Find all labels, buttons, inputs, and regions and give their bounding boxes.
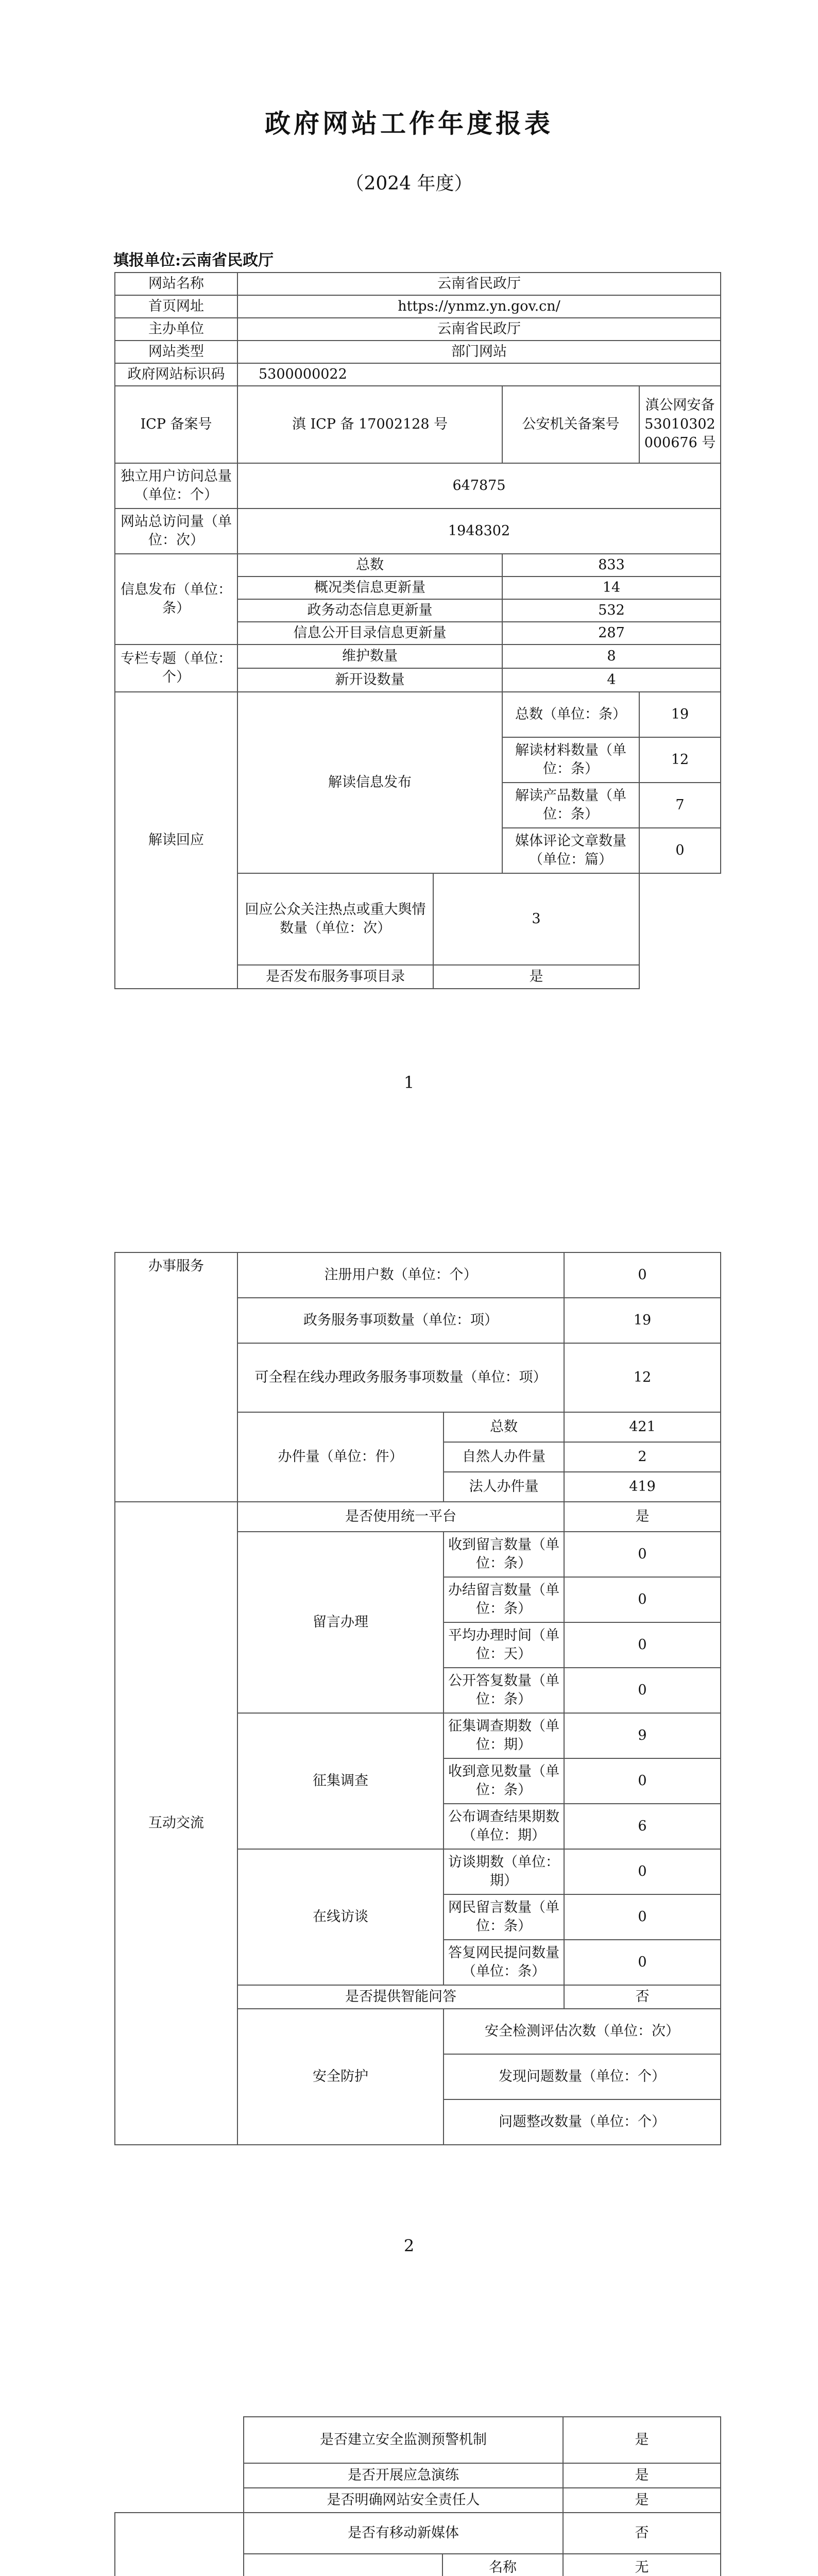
cell-label: 问题整改数量（单位：个） xyxy=(444,2099,721,2145)
cell-label: 概况类信息更新量 xyxy=(237,577,502,599)
blank-cell xyxy=(115,2488,244,2513)
cell-label xyxy=(244,2554,442,2576)
cell-label: 政府网站标识码 xyxy=(115,363,237,386)
cell-value: 0 xyxy=(564,1252,721,1298)
cell-value: 9 xyxy=(564,1713,721,1758)
page-number: 2 xyxy=(403,2236,415,2256)
cell-label: 安全检测评估次数（单位：次） xyxy=(444,2009,721,2054)
report-title: 政府网站工作年度报表 xyxy=(265,108,553,139)
cell-value: 0 xyxy=(564,1577,721,1622)
cell-value: 是 xyxy=(433,965,639,989)
cell-value: 14 xyxy=(502,577,721,599)
cell-label: 政务服务事项数量（单位：项） xyxy=(237,1298,564,1343)
cell-label: 独立用户访问总量（单位：个） xyxy=(115,463,237,509)
cell-label: 名称 xyxy=(442,2554,563,2576)
cell-value: 0 xyxy=(639,828,721,873)
cell-label: 是否开展应急演练 xyxy=(244,2463,563,2488)
cell-label: 新开设数量 xyxy=(237,668,502,692)
cell-label: 信息发布（单位：条） xyxy=(115,554,237,645)
cell-label: 办件量（单位：件） xyxy=(237,1412,444,1502)
cell-label: 是否提供智能问答 xyxy=(237,1985,564,2009)
cell-label: 收到意见数量（单位：条） xyxy=(444,1758,564,1804)
page1-table xyxy=(114,272,721,989)
cell-label: 政务动态信息更新量 xyxy=(237,599,502,622)
cell-value: 是 xyxy=(564,1502,721,1532)
cell-value: 部门网站 xyxy=(237,341,721,363)
cell-label: 网站总访问量（单位：次） xyxy=(115,509,237,554)
cell-label: 征集调查 xyxy=(237,1713,444,1849)
cell-label: 发现问题数量（单位：个） xyxy=(444,2054,721,2099)
cell-value: 419 xyxy=(564,1472,721,1502)
cell-label: 主办单位 xyxy=(115,318,237,341)
cell-value: 滇公网安备 53010302000676 号 xyxy=(639,386,721,463)
cell-value: 8 xyxy=(502,645,721,668)
cell-label: 解读回应 xyxy=(115,692,237,989)
fill-unit: 填报单位:云南省民政厅 xyxy=(113,251,274,269)
cell-label: 解读产品数量（单位：条） xyxy=(502,783,639,828)
cell-label: 是否明确网站安全责任人 xyxy=(244,2488,563,2513)
cell-value: 0 xyxy=(564,1894,721,1940)
page-number: 1 xyxy=(403,1073,415,1092)
cell-label: 访谈期数（单位：期） xyxy=(444,1849,564,1894)
cell-value: 12 xyxy=(639,737,721,783)
cell-value: 0 xyxy=(564,1668,721,1713)
cell-label: 办事服务 xyxy=(115,1252,237,1502)
cell-label: 网站名称 xyxy=(115,273,237,295)
cell-label: 总数 xyxy=(444,1412,564,1442)
cell-label: 网站类型 xyxy=(115,341,237,363)
cell-value: 1948302 xyxy=(237,509,721,554)
cell-label: 总数 xyxy=(237,554,502,577)
cell-value: 0 xyxy=(564,1940,721,1985)
cell-value: 滇 ICP 备 17002128 号 xyxy=(237,386,502,463)
cell-label: 公安机关备案号 xyxy=(502,386,639,463)
cell-value: 6 xyxy=(564,1804,721,1849)
cell-value: 无 xyxy=(563,2554,721,2576)
cell-label: 公布调查结果期数（单位：期） xyxy=(444,1804,564,1849)
page3-table xyxy=(114,2416,721,2576)
cell-value: 云南省民政厅 xyxy=(237,273,721,295)
cell-value: 3 xyxy=(433,873,639,965)
cell-label: 自然人办件量 xyxy=(444,1442,564,1472)
page2-table xyxy=(114,1252,721,2145)
cell-label: 解读信息发布 xyxy=(237,692,502,873)
cell-label: 是否建立安全监测预警机制 xyxy=(244,2417,563,2463)
cell-label: 可全程在线办理政务服务事项数量（单位：项） xyxy=(237,1343,564,1412)
cell-label: 公开答复数量（单位：条） xyxy=(444,1668,564,1713)
cell-value: 12 xyxy=(564,1343,721,1412)
blank-cell xyxy=(115,2417,244,2463)
cell-value: 287 xyxy=(502,622,721,645)
cell-value: 是 xyxy=(563,2463,721,2488)
cell-label: 收到留言数量（单位：条） xyxy=(444,1532,564,1577)
cell-label: 解读材料数量（单位：条） xyxy=(502,737,639,783)
cell-value: 7 xyxy=(639,783,721,828)
cell-value: 云南省民政厅 xyxy=(237,318,721,341)
cell-label: 留言办理 xyxy=(237,1532,444,1713)
cell-label: 互动交流 xyxy=(115,1502,237,2145)
cell-value: 19 xyxy=(564,1298,721,1343)
cell-value: 2 xyxy=(564,1442,721,1472)
cell-label: 在线访谈 xyxy=(237,1849,444,1985)
cell-label: 征集调查期数（单位：期） xyxy=(444,1713,564,1758)
home-url-link[interactable]: https://ynmz.yn.gov.cn/ xyxy=(237,295,721,318)
cell-value: 19 xyxy=(639,692,721,737)
cell-label: 专栏专题（单位：个） xyxy=(115,645,237,692)
cell-value: 是 xyxy=(563,2488,721,2513)
cell-label: 维护数量 xyxy=(237,645,502,668)
cell-label: 答复网民提问数量（单位：条） xyxy=(444,1940,564,1985)
cell-value: 0 xyxy=(564,1849,721,1894)
blank-cell xyxy=(115,2463,244,2488)
cell-value: 是 xyxy=(563,2417,721,2463)
cell-label: 是否有移动新媒体 xyxy=(244,2513,563,2554)
cell-value: 4 xyxy=(502,668,721,692)
cell-label: 媒体评论文章数量（单位：篇） xyxy=(502,828,639,873)
cell-value: 0 xyxy=(564,1532,721,1577)
cell-value: 5300000022 xyxy=(237,363,721,386)
cell-value: 647875 xyxy=(237,463,721,509)
cell-label: 是否使用统一平台 xyxy=(237,1502,564,1532)
cell-label: 信息公开目录信息更新量 xyxy=(237,622,502,645)
cell-label: 回应公众关注热点或重大舆情数量（单位：次） xyxy=(237,873,433,965)
cell-label: 注册用户数（单位：个） xyxy=(237,1252,564,1298)
cell-value: 0 xyxy=(564,1758,721,1804)
report-year: （2024 年度） xyxy=(345,173,473,194)
cell-label: 网民留言数量（单位：条） xyxy=(444,1894,564,1940)
cell-label: ICP 备案号 xyxy=(115,386,237,463)
cell-label xyxy=(115,2513,244,2576)
cell-value: 否 xyxy=(563,2513,721,2554)
cell-label: 平均办理时间（单位：天） xyxy=(444,1622,564,1668)
cell-value: 532 xyxy=(502,599,721,622)
cell-value: 833 xyxy=(502,554,721,577)
cell-value: 0 xyxy=(564,1622,721,1668)
cell-value: 421 xyxy=(564,1412,721,1442)
cell-label: 是否发布服务事项目录 xyxy=(237,965,433,989)
cell-label: 总数（单位：条） xyxy=(502,692,639,737)
cell-label: 办结留言数量（单位：条） xyxy=(444,1577,564,1622)
cell-label: 安全防护 xyxy=(237,2009,444,2145)
cell-value: 否 xyxy=(564,1985,721,2009)
cell-label: 首页网址 xyxy=(115,295,237,318)
cell-label: 法人办件量 xyxy=(444,1472,564,1502)
